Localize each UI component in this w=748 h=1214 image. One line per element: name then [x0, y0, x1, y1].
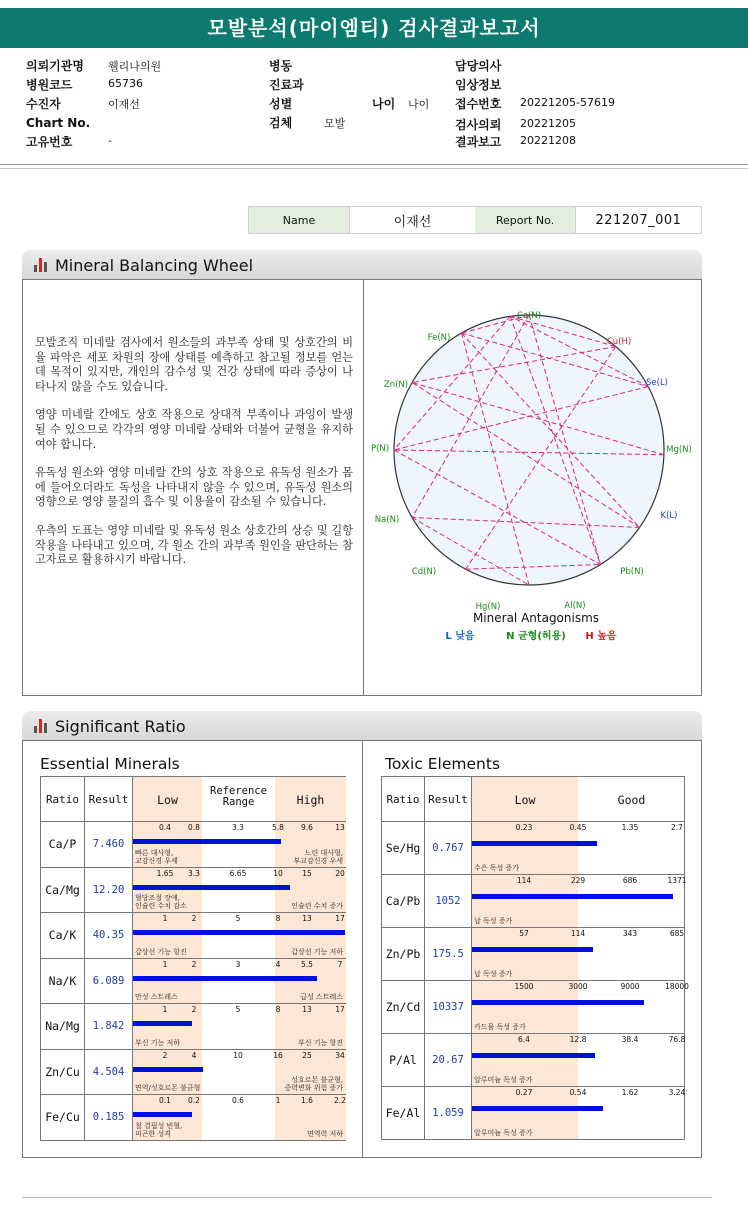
range-low: Low — [514, 793, 536, 807]
legend-normal: N 균형(허용) — [506, 631, 566, 642]
tick-label: 343 — [622, 929, 638, 938]
note-low: 갑상선 기능 항진 — [135, 947, 187, 956]
tick-label: 0.27 — [515, 1088, 533, 1097]
tick-label: 13 — [302, 914, 312, 923]
tick-label: 12.8 — [569, 1035, 587, 1044]
header-label: 성별 — [269, 97, 293, 111]
range-good: Good — [617, 793, 646, 807]
tick-label: 9000 — [620, 982, 640, 991]
header-label: 접수번호 — [455, 97, 502, 111]
legend-low: L 낮음 — [445, 631, 475, 642]
tick-label: 34 — [335, 1050, 345, 1060]
tick-label: 4 — [191, 1050, 197, 1060]
header-value: 나이 — [408, 98, 430, 111]
ratio-result: 20.67 — [425, 1034, 472, 1087]
header-value: 65736 — [108, 77, 143, 90]
paragraph: 유독성 원소와 영양 미네랄 간의 상호 작용으로 유독성 원소가 몸에 들어오더라도 독성을 나타내지 않을 수 있으며, 유독성 원소의 영향으로 영양 물질의 흡수 및 이용율이 감소될 수 있습니다. — [35, 466, 353, 509]
tick-label: 25 — [302, 1050, 312, 1060]
tick-label: 7 — [337, 959, 343, 969]
ratio-name: Fe/Cu — [41, 1095, 85, 1141]
tick-label: 9.6 — [301, 823, 313, 832]
header-label: 진료과 — [269, 78, 304, 92]
ratio-name: Ca/Pb — [382, 875, 425, 928]
ratio-result: 1.842 — [85, 1004, 133, 1050]
section-title: Mineral Balancing Wheel — [55, 255, 254, 275]
tick-label: 114 — [516, 876, 532, 885]
wheel-node-label: P(N) — [370, 444, 390, 454]
ratio-name: Na/Mg — [41, 1004, 85, 1050]
tick-label: 10 — [273, 868, 283, 878]
note-high: 급성 스트레스 — [300, 993, 343, 1001]
tick-label: 2.7 — [671, 823, 683, 832]
note-high: 갑상선 기능 저하 — [291, 947, 343, 956]
ratio-gauge — [472, 1034, 685, 1087]
tick-label: 2 — [191, 914, 197, 923]
wheel-node-label: K(L) — [660, 511, 678, 521]
ratio-result: 10337 — [425, 981, 472, 1034]
tick-label: 8 — [275, 914, 281, 923]
ratio-name: Zn/Cd — [382, 981, 425, 1034]
tick-label: 1.6 — [301, 1096, 313, 1105]
note-low: 철 결핍성 빈혈, 피곤한 성격 — [135, 1121, 183, 1138]
header-label: 병동 — [269, 59, 293, 73]
note-low: 만성 스트레스 — [135, 993, 178, 1001]
ratio-gauge — [133, 1049, 346, 1095]
section-title: Significant Ratio — [55, 716, 186, 736]
table-row — [41, 958, 346, 1004]
header-value: 모발 — [324, 117, 346, 130]
ratio-result: 40.35 — [85, 913, 133, 959]
note-low: 빠른 대사형, 교감신경 우세 — [135, 848, 178, 865]
tick-label: 2.2 — [334, 1096, 346, 1105]
ratio-gauge — [472, 822, 685, 875]
wheel-node-label: Se(L) — [646, 378, 668, 388]
tick-label: 20 — [335, 868, 345, 878]
table-row — [41, 1004, 346, 1050]
tick-label: 229 — [570, 876, 586, 885]
wheel-node-label: Zn(N) — [383, 380, 409, 390]
tick-label: 3.24 — [668, 1088, 686, 1097]
header-label: 의뢰기관명 — [26, 59, 84, 73]
result-bar — [472, 841, 597, 846]
paragraph: 우측의 도표는 영양 미네랄 및 유독성 원소 상호간의 상승 및 길항 작용을 나타내고 있으며, 각 원소 간의 과부족 원인을 판단하는 참고자료로 활용하시기 바랍니다. — [35, 523, 353, 567]
note-low: 알루미늄 독성 증가 — [474, 1129, 533, 1137]
header-value: 20221208 — [520, 134, 576, 147]
result-bar — [472, 1053, 595, 1058]
note-low: 납 독성 증가 — [474, 917, 513, 925]
tick-label: 5 — [235, 1005, 241, 1014]
result-bar — [472, 947, 593, 952]
note-low: 면역/성호르몬 불균형 — [135, 1084, 201, 1092]
chart-icon — [34, 719, 47, 733]
header-label: Chart No. — [26, 116, 91, 130]
ratio-gauge — [472, 981, 689, 1034]
ratio-name: P/Al — [382, 1034, 425, 1087]
col-range — [133, 777, 346, 822]
note-high: 성호르몬 불균형, 중력변화 위험 증가 — [284, 1076, 343, 1092]
note-high: 인슐린 수치 증가 — [291, 902, 343, 910]
wheel-node-label: Ca(N) — [516, 311, 542, 321]
header-label: 임상정보 — [455, 78, 502, 92]
range-reference: Reference Range — [210, 785, 267, 808]
col-result: Result — [425, 777, 472, 822]
tick-label: 0.4 — [159, 823, 171, 832]
chart-icon — [34, 258, 47, 272]
note-low: 알루미늄 독성 증가 — [474, 1076, 533, 1084]
report-number: 221207_001 — [575, 207, 701, 233]
tick-label: 1 — [162, 914, 168, 923]
tick-label: 1500 — [514, 982, 534, 991]
ratio-name: Ca/P — [41, 822, 85, 868]
col-range — [472, 777, 685, 822]
tick-label: 685 — [669, 929, 685, 938]
range-low: Low — [157, 793, 178, 807]
ratio-gauge — [133, 913, 346, 959]
mineral-wheel — [364, 300, 700, 650]
ratio-result: 0.185 — [85, 1095, 133, 1141]
table-row — [382, 822, 685, 875]
tick-label: 0.23 — [515, 823, 533, 832]
header-label: 수진자 — [26, 97, 61, 111]
table-row — [41, 913, 346, 959]
tick-label: 0.1 — [159, 1096, 171, 1105]
patient-name: 이재선 — [349, 207, 475, 233]
result-bar — [133, 839, 281, 844]
tick-label: 3.3 — [232, 823, 244, 832]
result-bar — [133, 1021, 192, 1026]
section-header-wheel — [22, 250, 702, 280]
note-high: 느린 대사형, 부교감신경 우세 — [293, 848, 343, 865]
note-low: 혈당조절 장애, 인슐린 수치 감소 — [135, 894, 187, 910]
tick-label: 2 — [191, 959, 197, 969]
toxic-elements-table — [381, 776, 689, 1140]
header-label: 담당의사 — [455, 59, 502, 73]
result-bar — [472, 894, 673, 899]
table-row — [41, 1095, 346, 1141]
header-value: 이재선 — [108, 98, 140, 111]
tick-label: 57 — [519, 929, 529, 938]
tick-label: 1371 — [667, 876, 687, 885]
ratio-result: 0.767 — [425, 822, 472, 875]
wheel-node-label: Pb(N) — [620, 567, 644, 577]
header-label: 고유번호 — [26, 135, 73, 149]
ratio-result: 1.059 — [425, 1087, 472, 1140]
tick-label: 6.4 — [518, 1035, 530, 1044]
table-row — [382, 1087, 685, 1140]
wheel-node-label: Fe(N) — [427, 333, 451, 343]
tick-label: 8 — [275, 1005, 281, 1014]
table-row — [41, 1049, 346, 1095]
ratio-gauge — [133, 822, 346, 868]
tick-label: 10 — [233, 1050, 243, 1060]
result-bar — [133, 1112, 192, 1117]
tick-label: 13 — [335, 823, 345, 832]
note-low: 카드뮴 독성 증가 — [474, 1023, 526, 1031]
ratio-name: Ca/Mg — [41, 867, 85, 913]
tick-label: 1 — [275, 1096, 281, 1105]
result-bar — [472, 1106, 603, 1111]
tick-label: 16 — [273, 1050, 283, 1060]
tick-label: 0.8 — [188, 823, 200, 832]
ratio-result: 12.20 — [85, 867, 133, 913]
ratio-gauge — [133, 1095, 346, 1141]
wheel-node-label: Mg(N) — [666, 445, 692, 455]
tick-label: 13 — [302, 1005, 312, 1014]
tick-label: 2 — [191, 1005, 197, 1014]
ratio-name: Zn/Pb — [382, 928, 425, 981]
ratio-gauge — [472, 1087, 685, 1140]
tick-label: 38.4 — [621, 1035, 639, 1044]
ratio-result: 4.504 — [85, 1049, 133, 1095]
tick-label: 3 — [235, 959, 241, 969]
tick-label: 0.45 — [569, 823, 587, 832]
range-high: High — [296, 793, 325, 807]
col-ratio: Ratio — [41, 777, 85, 822]
header-label: 결과보고 — [455, 135, 502, 149]
tick-label: 5.5 — [301, 959, 313, 969]
table-row — [382, 928, 685, 981]
tick-label: 4 — [275, 959, 281, 969]
section-header-ratio — [22, 711, 702, 741]
tick-label: 3.3 — [188, 868, 200, 878]
tick-label: 1.65 — [156, 868, 174, 878]
tick-label: 3000 — [568, 982, 588, 991]
tick-label: 114 — [570, 929, 586, 938]
header-value: 20221205-57619 — [520, 96, 615, 109]
tick-label: 686 — [622, 876, 638, 885]
header-label: 검체 — [269, 116, 293, 130]
tick-label: 5 — [235, 914, 241, 923]
tick-label: 15 — [302, 868, 312, 878]
name-report-box — [248, 206, 702, 234]
tick-label: 17 — [335, 914, 345, 923]
table-row — [382, 981, 685, 1034]
ratio-result: 6.089 — [85, 958, 133, 1004]
note-high: 부신 기능 항진 — [297, 1038, 343, 1047]
ratio-gauge — [133, 1004, 346, 1050]
tick-label: 1.35 — [621, 823, 639, 832]
paragraph: 영양 미네랄 간에도 상호 작용으로 상대적 부족이나 과잉이 발생될 수 있으므로 각각의 영양 미네랄 상태와 더불어 균형을 유지하여야 합니다. — [35, 408, 353, 451]
header-value: 20221205 — [520, 117, 576, 130]
tick-label: 5.8 — [272, 823, 284, 832]
note-low: 부신 기능 저하 — [135, 1038, 181, 1047]
result-bar — [133, 1067, 203, 1072]
result-bar — [133, 885, 290, 890]
divider — [22, 1197, 712, 1198]
ratio-name: Fe/Al — [382, 1087, 425, 1140]
wheel-description — [35, 336, 353, 582]
note-low: 수은 독성 증가 — [474, 864, 520, 872]
tick-label: 17 — [335, 1005, 345, 1014]
paragraph: 모발조직 미네랄 검사에서 원소들의 과부족 상태 및 상호간의 비율 파악은 세포 차원의 장애 상태를 예측하고 참고될 정보를 얻는데 목적이 있지만, 개인의 감수성 및 건강 상태에 따라 증상이 나타나지 않을 수도 있습니다. — [35, 336, 353, 393]
header-label: 병원코드 — [26, 78, 73, 92]
tick-label: 0.2 — [188, 1096, 200, 1105]
ratio-name: Se/Hg — [382, 822, 425, 875]
wheel-node-label: Cu(H) — [606, 337, 632, 347]
ratio-gauge — [472, 875, 685, 928]
header-value: - — [108, 134, 112, 147]
divider — [0, 168, 748, 169]
wheel-node-label: Hg(N) — [475, 602, 501, 612]
table-row — [41, 867, 346, 913]
wheel-circle — [394, 315, 664, 585]
ratio-gauge — [472, 928, 685, 981]
note-low: 납 독성 증가 — [474, 970, 513, 978]
essential-minerals-table — [40, 776, 346, 1141]
legend-high: H 높음 — [585, 631, 617, 642]
col-ratio: Ratio — [382, 777, 425, 822]
name-label: Name — [249, 207, 349, 233]
tick-label: 1 — [162, 959, 168, 969]
tick-label: 2 — [162, 1050, 168, 1060]
essential-title: Essential Minerals — [40, 755, 180, 773]
ratio-result: 7.460 — [85, 822, 133, 868]
divider — [362, 741, 363, 1157]
header-label: 나이 — [372, 97, 396, 111]
wheel-node-label: Na(N) — [374, 515, 400, 525]
ratio-gauge — [133, 958, 346, 1004]
header-value: 웰리나의원 — [108, 60, 162, 73]
note-high: 면역력 저하 — [306, 1129, 343, 1138]
result-bar — [472, 1000, 644, 1005]
table-row — [382, 875, 685, 928]
ratio-result: 1052 — [425, 875, 472, 928]
header-label: 검사의뢰 — [455, 118, 502, 132]
wheel-node-label: Al(N) — [564, 601, 586, 611]
table-row — [382, 1034, 685, 1087]
tick-label: 6.65 — [229, 868, 247, 878]
wheel-caption: Mineral Antagonisms — [472, 611, 600, 625]
tick-label: 0.6 — [232, 1096, 244, 1105]
tick-label: 0.54 — [569, 1088, 587, 1097]
tick-label: 18000 — [665, 982, 689, 991]
ratio-name: Zn/Cu — [41, 1049, 85, 1095]
report-label: Report No. — [475, 207, 575, 233]
toxic-title: Toxic Elements — [385, 755, 501, 773]
report-title: 모발분석(마이엠티) 검사결과보고서 — [0, 8, 748, 48]
table-row — [41, 822, 346, 868]
col-result: Result — [85, 777, 133, 822]
wheel-node-label: Cd(N) — [411, 567, 437, 577]
result-bar — [133, 976, 317, 981]
result-bar — [133, 930, 345, 935]
ratio-name: Na/K — [41, 958, 85, 1004]
tick-label: 76.8 — [668, 1035, 686, 1044]
divider — [0, 164, 748, 165]
ratio-gauge — [133, 867, 346, 913]
ratio-result: 175.5 — [425, 928, 472, 981]
ratio-name: Ca/K — [41, 913, 85, 959]
tick-label: 1 — [162, 1005, 168, 1014]
tick-label: 1.62 — [621, 1088, 639, 1097]
